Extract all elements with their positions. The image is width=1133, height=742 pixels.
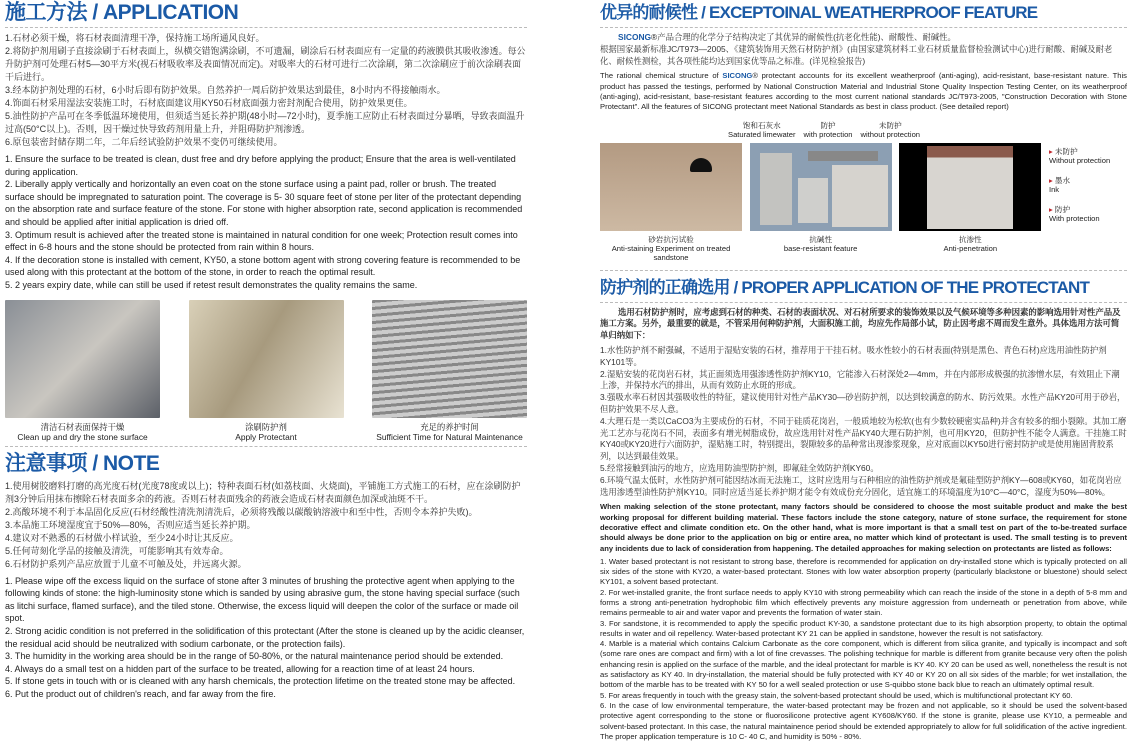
brand-name: SICONG [722,71,753,81]
en-item: 5. For areas frequently in touch with the greasy stain, the solvent-based protectant should be used, which is multifunctional protectant KY 60. [600,690,1073,700]
photo-image [600,143,742,231]
photo-anti-penetration: 抗渗性 Anti-penetration [899,143,1041,253]
caption-en: base-resistant feature [783,243,858,253]
text: The rational chemical structure of [600,71,723,81]
zh-item: 2.将防护剂用刷子直接涂刷于石材表面上，纵横交错饱满涂刷，不可遗漏，刷涂后石材表面应有一定量的药液膜供其吸收渗透。每公升防护剂可处理石材5—30平方米(视石材吸收率及表面情况而定)。对吸率大的石材可进行二次涂刷，第二次涂刷应于前次涂刷表面干后进行。 [5,46,526,82]
photo-image [5,300,160,418]
en-item: 4. Marble is a material which contains Calcium Carbonate as the core component, which is different from silica granite, and typically is incompact and soft (some rare ones are compact and firm) with a lot of fine crevasses. The polishing technique for marble is different from granite because very often the polish enhancing resin is applied on the surface of the marble, and the ideal protectant for marble is KY 40. KY 20 can be used as well, nonetheless the result is not as satisfactory as KY 40. In dry-installation, the material should be fully protected with KY 40 or KY 20 on all six sides of the marble; for wet installation, the bottom of the marble has to be treated with KY 50 for a well sealed protection or use S-quibbo stone back blue to reach an ultimately optimal result. [600,639,1127,690]
label-with-protection: ▸ 防护 With protection [1049,205,1127,223]
zh-item: 4.建议对不熟悉的石材做小样试验，至少24小时让其反应。 [5,532,239,543]
right-page [600,0,1127,742]
zh-item: 4.饰面石材采用湿法安装施工时，石材底面建议用KY50石材底面强力密封剂配合使用，防护效果更佳。 [5,98,413,108]
photo-clean [5,300,160,442]
divider [5,27,527,28]
label-ink: ▸ 墨水 Ink [1049,176,1127,194]
proper-title: 防护剂的正确选用 / PROPER APPLICATION OF THE PROTECTANT [600,277,1090,297]
zh-item: 6.石材防护系列产品应放置于儿童不可触及处，并远离火源。 [5,558,247,569]
photo-maintenance [372,300,527,442]
zh-item: 6.原包装密封储存期二年，二年后经试验防护效果不变仍可继续使用。 [5,137,283,147]
application-title: 施工方法 / APPLICATION [5,1,239,24]
zh-item: 1.使用树胶磨料打磨的高光度石材(光度78度或以上)；特种表面石材(如荔枝面、火烧面)，平铺施工方式施工的石材，应在涂刷防护剂3分钟后用抹布擦除石材表面多余的药液。否则石材表面残余的药液会造成石材表面颜色加深或油斑不干。 [5,480,521,504]
photo-sandstone: 砂岩抗污试验 Anti-staining Experiment on treated sandstone [600,143,742,262]
caption-en: Sufficient Time for Natural Maintenance [376,431,523,442]
note-zh [5,480,527,571]
application-zh [5,32,527,149]
weatherproof-zh1 [600,32,1127,44]
proper-zh [600,345,1127,498]
caption-zh: 涂刷防护剂 [245,421,287,432]
text: ®产品合理的化学分子结构决定了其优异的耐候性(抗老化性能)、耐酸性、耐碱性。 [651,32,956,42]
photo-apply [189,300,344,442]
zh-item: 3.经本防护剂处理的石材，6小时后即有防护效果。自然养护一周后防护效果达到最佳，8小时内不得接触雨水。 [5,85,446,95]
en-item: 2. For wet-installed granite, the front surface needs to apply KY10 with strong permeability which can reach the inside of the stone in a depth of 5-8 mm and forms a strong anti-penetration hydrophobic film which effectively prevents any moisture aggression from underneath or penetration from above, while remains permeable to air and water vapor and prevents the formation of water stain. [600,587,1127,618]
zh-item: 1.水性防护剂不耐强碱，不适用于湿贴安装的石材，推荐用于干挂石材。吸水性较小的石材表面(特别是黑色、青色石材)应选用油性防护剂KY101等。 [600,344,1107,367]
zh-item: 3.强吸水率石材因其强吸收性的特征，建议使用针对性产品KY30—砂岩防护剂，以达到较满意的防水、防污效果。水性产品KY20可用于砂岩，但防护效果不尽人意。 [600,392,1126,414]
note-en [5,575,527,701]
en-item: 2. Strong acidic condition is not preferred in the solidification of this protectant (After the stone is cleaned up by the acidic cleanser, the residual acid should be neutralized with sodium carbonate, or the protection fails). [5,625,525,649]
caption-en: Clean up and dry the stone surface [17,431,148,442]
zh-item: 5.经常接触到油污的地方，应选用防油型防护剂，即氟硅全效防护剂KY60。 [600,462,879,473]
zh-item: 2.高酸环境不利于本品固化反应(石材经酸性清洗剂清洗后，必须将残酸以碳酸钠溶液中和至中性，否则令本养护失败)。 [5,506,478,517]
label-with-protection: 防护 with protection [803,120,853,139]
proper-intro-zh: 选用石材防护剂时，应考虑到石材的种类、石材的表面状况、对石材所要求的装饰效果以及气候环境等多种因素的影响选用针对性产品及施工方案。另外，最重要的就是，不管采用何种防护剂，大面积施工前，均应先作局部小试，防止因考虑不周而发生意外。具体选用方法可简单归纳如下： [600,306,1121,341]
photo-image [372,300,527,418]
en-item: 2. Liberally apply vertically and horizontally an even coat on the stone surface using a paint pad, roller or brush. The treated surface should be impregnated to saturation point. The coverage is 5- 30 square feet of stone per liter of the protectant depending on the absorption rate and surface feature of the stone. For stone with higher absorption rate, second application is recommended and should be applied after initial application is dried off. [5,179,523,227]
divider [600,270,1127,271]
en-item: 5. If stone gets in touch with or is cleaned with any harsh chemicals, the protection lifetime on the treated stone may be affected. [5,676,516,687]
caption-zh: 清洁石材表面保持干燥 [40,421,125,432]
test-labels [728,121,1127,139]
label-limewater: 饱和石灰水 Saturated limewater [728,120,796,139]
brand-name: SICONG [618,32,652,42]
label-without-protection: ▸ 未防护 Without protection [1049,147,1127,165]
en-item: 1. Water based protectant is not resistant to strong base, therefore is recommended for application on dry-installed stone which is typically protected on all six sides of the stone with KY20, a water-based protectant. Stones with low water absorption property (particularly blackstone or bluestone) should select KY101, a solvent based protectant. [600,556,1127,587]
note-title: 注意事项 / NOTE [5,451,160,475]
left-page [5,0,527,700]
divider [600,27,1127,28]
weatherproof-zh2: 根据国家最新标准JC/T973—2005、《建筑装饰用天然石材防护剂》(由国家建筑材料工业石材质量监督检验测试中心)进行耐酸、耐碱及耐老化、耐候性测检，其各项性能均达到国家优等品之标准。(详见检验报告) [600,43,1113,66]
zh-item: 5.油性防护产品可在冬季低温环境使用，但须适当延长养护期(48小时—72小时)，夏季施工应防止石材表面过分暴晒，导致表面温升过高(50°C以上)。否则，因干燥过快导致药剂用量上升，并阻碍防护剂渗透。 [5,111,525,134]
application-en [5,153,527,292]
zh-item: 6.环境气温太低时，水性防护剂可能因结冰而无法施工，这时应选用与石种相应的油性防护剂或是氟硅型防护剂KY—608或KY60，如花岗岩应选用渗透型油性防护剂KY10。同时应适当延长养护期才能令有效成份充分固化，适宜施工的环境温度为10°C—40°C，湿度为50%—80%。 [600,474,1122,497]
label-without-protection: 未防护 without protection [860,120,921,139]
en-item: 3. Optimum result is achieved after the treated stone is maintained in natural condition for one week; Protection result comes into effect in 6-8 hours and the stone should be protected from rain within 8 hours. [5,229,518,253]
ink-drop [690,158,712,172]
weatherproof-photos [600,143,1127,262]
proper-intro-en: When making selection of the stone protectant, many factors should be considered to choose the most suitable product and make the best working proposal for different building material. These factors include the stone category, nature of stone surface, the requirement for stone decorative effect and climate condition etc. On the other hand, what is more important is that a small test on part of the to-be-treated surface should always be done prior to the application on big or entire area, no matter which kind of protectant is used. The small testing is to prevent any incidents due to lack of consideration from happening. The detailed approaches for making selection on protectants are listed as follows: [600,502,1127,553]
application-photos [5,300,527,442]
proper-en [600,557,1127,742]
photo-image [189,300,344,418]
en-item: 3. The humidity in the working area should be in the range of 50-80%, or the natural maintenance period should be extended. [5,651,504,662]
divider [5,446,527,447]
caption-en: Apply Protectant [235,431,297,442]
en-item: 5. 2 years expiry date, while can still be used if retest result demonstrates the quality remains the same. [5,279,418,290]
en-item: 4. Always do a small test on a hidden part of the surface to be treated, allowing for a reaction time of at least 24 hours. [5,663,475,674]
zh-item: 2.湿贴安装的花岗岩石材，其正面须选用强渗透性防护剂KY10，它能渗入石材深处2—4mm，并在内部形成极强的抗渗憎水层，有效阻止下潮上渗，并保持水汽的排出，从而有效防止水斑的形成。 [600,368,1120,391]
en-item: 3. For sandstone, it is recommended to apply the specific product KY-30, a sandstone protectant due to its high absorption property, to obtain the optimal results in water and oil repellency. Water-based protectant KY 21 can be applied in sandstone, however the result is not satisfactory. [600,618,1127,638]
en-item: 6. In the case of low environmental temperature, the water-based protectant may be frozen and not applicable, so it should be used the solvent-based protective agent corresponding to the stone or fluorosilicone protective agent KY608/KY60. If the stone is granite, please use KY10, a permeable and solvent-based protectant. In this case, the natural maintainence period should be extended appropriately to allow for full solidification of the active ingredient. The proper application temperature is 10 C- 40 C, and humidity is 50% - 80%. [600,700,1127,741]
weatherproof-en [600,71,1127,112]
zh-item: 3.本品施工环境湿度宜于50%—80%，否则应适当延长养护期。 [5,519,256,530]
en-item: 4. If the decoration stone is installed with cement, KY50, a stone bottom agent with strong covering feature is recommended to be used along with this protectant at the bottom of the stone, in order to reach the optimal result. [5,254,521,278]
en-item: 1. Ensure the surface to be treated is clean, dust free and dry before applying the product; Ensure that the area is well-ventilated during application. [5,154,516,177]
text: ® protectant accounts for its excellent weatherproof (anti-aging), acid-resistant, base-resistant nature. This product has passed the testings, performed by National Construction Material and Industrial Stone Quality Inspection Testing Center, on its weatherproof (anti-aging), acid-resistant, base-resistant features according to the most current national standards JC/T973-2005, "Construction Decoration with Stone Protectant". All the features of SICONG protectant meet National Standards as best in class product. (See detailed report) [600,71,1127,112]
zh-item: 4.大理石是一类以CaCO3为主要成份的石材，不同于硅质花岗岩，一般质地较为松软(也有少数较硬密实品种)并含有较多的细小裂隙。其加工磨光工艺亦与花岗石不同，表面多有增光树脂成份，故应选用针对性产品KY40大理石防护剂，也可用KY20，但防护性不能令人满意。干挂施工时KY40或KY20进行六面防护，湿贴施工时，特别提出，裂隙较多的品种常出现渗浆现象，应对底面以KY50进行密封防护或是使用施固背胶系列，以达到最佳效果。 [600,415,1127,462]
en-item: 6. Put the product out of children's reach, and far away from the fire. [5,688,276,699]
photo-base-resistant: 抗碱性 base-resistant feature [750,143,892,253]
divider [600,302,1127,303]
weatherproof-title: 优异的耐候性 / EXCEPTOINAL WEATHERPROOF FEATURE [600,3,1038,22]
caption-en: Anti-penetration [943,243,998,253]
photo-image [750,143,892,231]
zh-item: 1.石材必须干燥，将石材表面清理干净，保持施工场所通风良好。 [5,33,265,43]
en-item: 1. Please wipe off the excess liquid on the surface of stone after 3 minutes of brushing the protective agent when applying to the following kinds of stone: the high-luminosity stone which is sanded by using abrasive gum, the stone having special surface (such as litchi surface, flamed surface), and the tiled stone. Otherwise, the excess liquid will deepen the color of the surface or made oil spot. [5,575,520,624]
caption-zh: 充足的养护时间 [420,421,479,432]
side-labels [1049,143,1127,234]
zh-item: 5.任何苛刻化学品的接触及清洗，可能影响其有效寿命。 [5,545,229,556]
caption-en: Anti-staining Experiment on treated sandstone [611,243,731,262]
photo-image [899,143,1041,231]
